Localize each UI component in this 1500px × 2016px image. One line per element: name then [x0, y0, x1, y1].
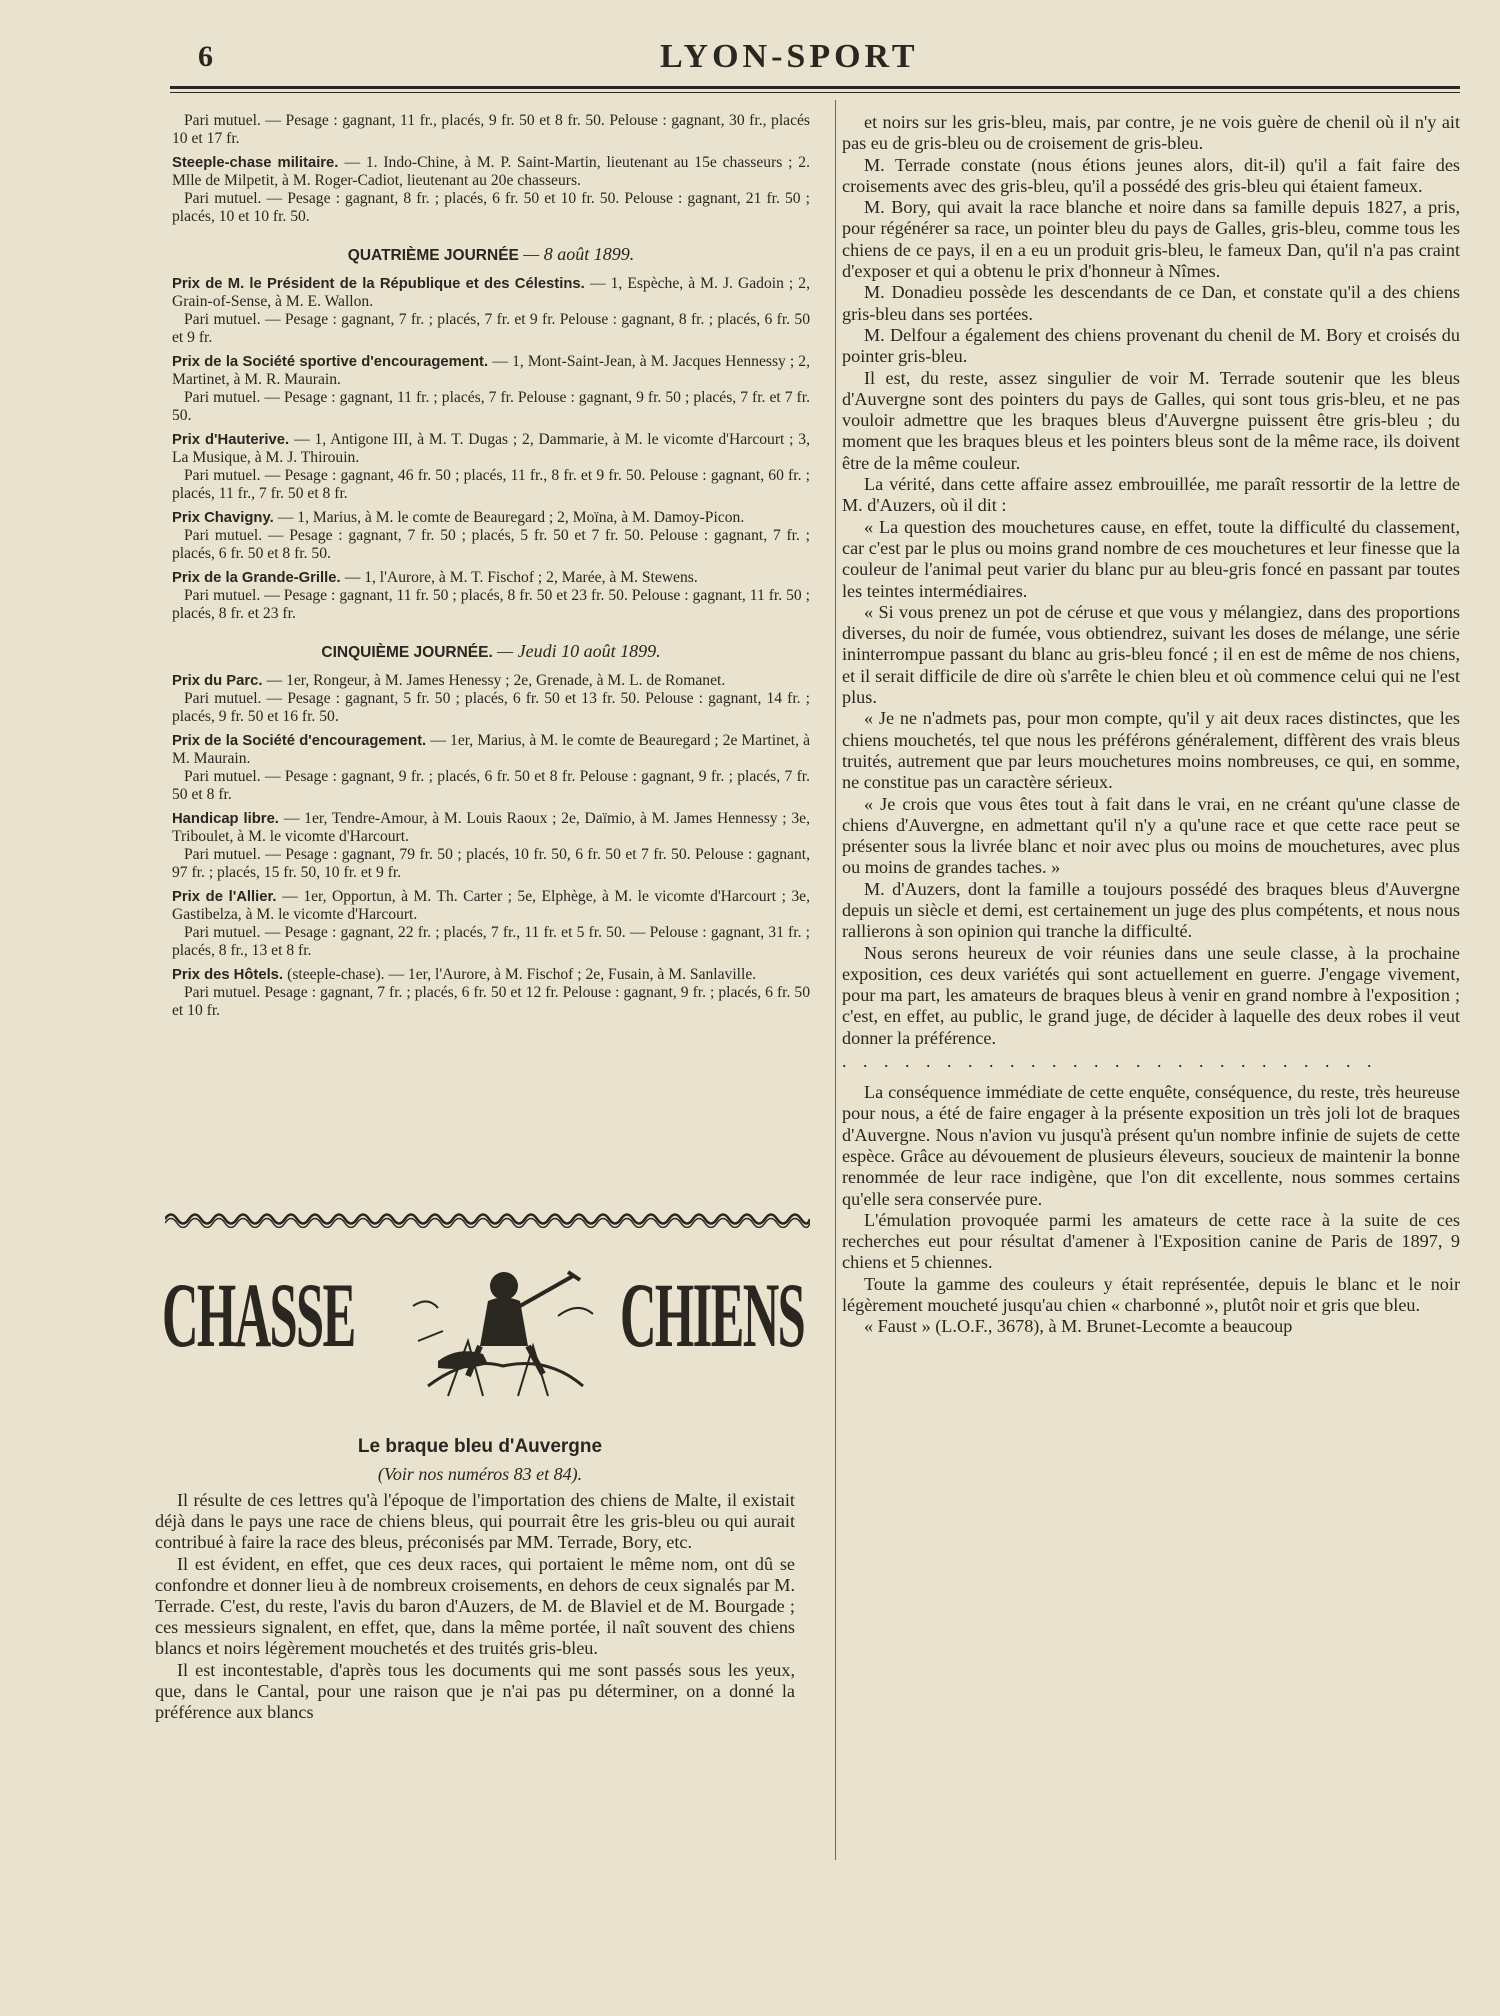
article-paragraph: Il est incontestable, d'après tous les documents qui me sont passés sous les yeux, que, dans le Cantal, pour une raison que je n'ai pas pu déterminer, on a donné la préférence aux blancs — [155, 1659, 795, 1723]
header-rule-thin — [170, 92, 1460, 93]
race-placings: — 1er, Opportun, à M. Th. Carter ; 5e, Elphège, à M. le vicomte d'Harcourt ; 3e, Gastibelza, à M. le vicomte d'Harcourt. — [172, 888, 811, 923]
race-payouts: Pari mutuel. — Pesage : gagnant, 11 fr. 50 ; placés, 8 fr. 50 et 23 fr. 50. Pelouse : gagnant, 11 fr. 50 ; placés, 8 fr. et 23 fr. — [172, 587, 810, 622]
race-placings: — 1, l'Aurore, à M. T. Fischof ; 2, Marée, à M. Stewens. — [344, 569, 698, 586]
ornamental-wave-divider — [165, 1210, 810, 1228]
race-payouts: Pari mutuel. Pesage : gagnant, 7 fr. ; placés, 6 fr. 50 et 12 fr. Pelouse : gagnant, 9 fr. ; placés, 6 fr. 50 et 10 fr. — [172, 984, 810, 1019]
race-name: Handicap libre. — [172, 811, 284, 827]
page-number: 6 — [198, 40, 213, 73]
masthead-title: LYON-SPORT — [660, 38, 919, 75]
race-name: Prix Chavigny. — [172, 510, 278, 526]
article-paragraph: M. Delfour a également des chiens provenant du chenil de M. Bory et croisés du pointer gris-bleu. — [842, 324, 1460, 367]
race-result — [172, 275, 810, 347]
race-result — [172, 569, 810, 623]
race-name: Prix du Parc. — [172, 673, 267, 689]
race-payouts: Pari mutuel. — Pesage : gagnant, 9 fr. ; placés, 6 fr. 50 et 8 fr. Pelouse : gagnant, 9 fr. ; placés, 7 fr. 50 et 8 fr. — [172, 768, 810, 803]
column-divider — [835, 100, 836, 1860]
race-name: Prix de l'Allier. — [172, 889, 283, 905]
article-title: Le braque bleu d'Auvergne — [357, 1436, 603, 1457]
race-placings: (steeple-chase). — 1er, l'Aurore, à M. Fischof ; 2e, Fusain, à M. Sanlaville. — [287, 966, 757, 983]
article-paragraph: L'émulation provoquée parmi les amateurs de cette race à la suite de ces recherches eut pour résultat d'amener à l'Exposition canine de Paris de 1897, 9 chiens et 5 chiennes. — [842, 1209, 1460, 1273]
race-payouts: Pari mutuel. — Pesage : gagnant, 7 fr. 50 ; placés, 5 fr. 50 et 7 fr. 50. Pelouse : gagnant, 7 fr. ; placés, 6 fr. 50 et 8 fr. 50. — [172, 527, 810, 562]
header-rule — [170, 86, 1460, 89]
article-paragraph: La vérité, dans cette affaire assez embrouillée, me paraît ressortir de la lettre de M. d'Auzers, où il dit : — [842, 474, 1460, 516]
ellipsis-separator: . . . . . . . . . . . . . . . . . . . . . . . . . . — [842, 1051, 1378, 1072]
race-result — [172, 672, 810, 726]
race-payouts: Pari mutuel. — Pesage : gagnant, 8 fr. ; placés, 6 fr. 50 et 10 fr. 50. Pelouse : gagnant, 21 fr. 50 ; placés, 10 et 10 fr. 50. — [172, 190, 810, 225]
article-paragraph: M. Terrade constate (nous étions jeunes alors, dit-il) qu'il a fait faire des croisements avec des gris-bleu, qu'il a possédé des gris-bleu qui étaient fameux. — [842, 154, 1460, 196]
article-subtitle: (Voir nos numéros 83 et 84). — [377, 1464, 583, 1484]
article-paragraph: « Je crois que vous êtes tout à fait dans le vrai, en ne créant qu'une classe de chiens d'Auvergne, en admettant qu'il n'y a qu'une race et que cette race peut se présenter sous la livrée blanc et noir avec plus ou moins de mouchetures, avec plus ou moins de grandes taches. » — [842, 793, 1460, 878]
race-placings: — 1, Mont-Saint-Jean, à M. Jacques Hennessy ; 2, Martinet, à M. R. Maurain. — [172, 353, 811, 388]
hunter-and-dog-illustration — [408, 1246, 598, 1411]
race-result — [172, 888, 810, 960]
article-paragraph: La conséquence immédiate de cette enquête, conséquence, du reste, très heureuse pour nous, a été de faire engager à la présente exposition un très joli lot de braques d'Auvergne. Nous n'avion vu jusqu'à présent qu'un nombre infinie de sujets de cette espèce. Grâce au dévouement de plusieurs éleveurs, soucieux de maintenir la bonne renommée de leur race indigène, que l'on dit excellente, nous sommes certains qu'elle sera conservée pure. — [842, 1082, 1460, 1209]
race-day-date: — Jeudi 10 août 1899. — [497, 641, 661, 661]
race-day-heading — [172, 641, 810, 662]
race-result — [172, 810, 810, 882]
race-placings: — 1er, Tendre-Amour, à M. Louis Raoux ; 2e, Daïmio, à M. James Hennessy ; 3e, Triboulet, à M. le vicomte d'Harcourt. — [172, 810, 810, 845]
race-result — [172, 509, 810, 563]
race-payouts: Pari mutuel. — Pesage : gagnant, 11 fr. ; placés, 7 fr. Pelouse : gagnant, 9 fr. 50 ; placés, 7 fr. et 7 fr. 50. — [172, 389, 810, 424]
article-paragraph: Il est évident, en effet, que ces deux races, qui portaient le même nom, ont dû se confondre et donner lieu à de nombreux croisements, en dehors de ceux signalés par M. Terrade. C'est, du reste, l'avis du baron d'Auzers, de M. de Blaviel et de M. Bourgade ; ces messieurs signalent, en effet, que, dans la même portée, il naît souvent des chiens blancs et noirs légèrement mouchetés et des truités gris-bleu. — [155, 1553, 795, 1659]
article-paragraph: Toute la gamme des couleurs y était représentée, depuis le blanc et le noir légèrement moucheté jusqu'au chien « charbonné », plutôt noir et gris que bleu. — [842, 1273, 1460, 1316]
race-payouts: Pari mutuel. — Pesage : gagnant, 7 fr. ; placés, 7 fr. et 9 fr. Pelouse : gagnant, 8 fr. ; placés, 6 fr. 50 et 9 fr. — [172, 311, 810, 346]
race-name: Prix de la Société sportive d'encouragement. — [172, 354, 493, 370]
article-paragraph: « Je ne n'admets pas, pour mon compte, qu'il y ait deux races distinctes, que les chiens mouchetés, tel que nous les préférons généralement, diffèrent des vrais bleus truités, autrement que par leurs mouchetures moins nombreuses, ce qui, en somme, ne constitue pas un caractère sérieux. — [842, 708, 1460, 793]
race-result — [172, 112, 810, 148]
article-paragraph: « Faust » (L.O.F., 3678), à M. Brunet-Lecomte a beaucoup — [864, 1316, 1293, 1337]
section-word-chiens: CHIENS — [620, 1264, 805, 1366]
article-paragraph: et noirs sur les gris-bleu, mais, par contre, je ne vois guère de chenil où il n'y ait pas eu de gris-bleu ou de croisement de gris-bleu. — [842, 112, 1460, 154]
race-result — [172, 353, 810, 425]
race-placings: — 1er, Marius, à M. le comte de Beauregard ; 2e Martinet, à M. Maurain. — [172, 732, 810, 767]
race-name: Prix des Hôtels. — [172, 967, 288, 983]
article-right-column — [842, 112, 1460, 1338]
race-payouts: Pari mutuel. — Pesage : gagnant, 79 fr. 50 ; placés, 10 fr. 50, 6 fr. 50 et 7 fr. 50. Pelouse : gagnant, 97 fr. ; placés, 15 fr. 50, 10 fr. et 9 fr. — [172, 846, 810, 881]
race-result — [172, 154, 810, 226]
article-paragraph: Nous serons heureux de voir réunies dans une seule classe, à la prochaine exposition, ces deux variétés qui sont actuellement en guerre. J'engage vivement, pour ma part, les amateurs de braques bleus à venir en grand nombre à l'exposition ; c'est, en effet, au public, le grand juge, de décider à laquelle des deux robes il veut donner la préférence. — [842, 942, 1460, 1048]
race-placings: — 1. Indo-Chine, à M. P. Saint-Martin, lieutenant au 15e chasseurs ; 2. Mlle de Milpetit, à M. Roger-Cadiot, lieutenant au 20e chasseurs. — [172, 154, 811, 189]
race-payouts: Pari mutuel. — Pesage : gagnant, 5 fr. 50 ; placés, 6 fr. 50 et 13 fr. 50. Pelouse : gagnant, 14 fr. ; placés, 9 fr. 50 et 16 fr. 50. — [172, 690, 810, 725]
race-payouts: Pari mutuel. — Pesage : gagnant, 11 fr., placés, 9 fr. 50 et 8 fr. 50. Pelouse : gagnant, 30 fr., placés 10 et 17 fr. — [172, 112, 810, 147]
race-placings: — 1er, Rongeur, à M. James Henessy ; 2e, Grenade, à M. L. de Romanet. — [266, 672, 726, 689]
article-paragraph: M. d'Auzers, dont la famille a toujours possédé des braques bleus d'Auvergne depuis un siècle et demi, est certainement un juge des plus compétents, et nous nous rallierons à son opinion qui tranche la difficulté. — [842, 878, 1460, 942]
race-day-label: CINQUIÈME JOURNÉE. — [321, 644, 498, 661]
race-day-label: QUATRIÈME JOURNÉE — [347, 247, 524, 264]
race-placings: — 1, Antigone III, à M. T. Dugas ; 2, Dammarie, à M. le vicomte d'Harcourt ; 3, La Musique, à M. J. Thirouin. — [172, 431, 810, 466]
article-paragraph: Il est, du reste, assez singulier de voir M. Terrade soutenir que les bleus d'Auvergne sont des pointers du pays de Galles, qui sont tous gris-bleu, et ne pas vouloir admettre que les braques bleus d'Auvergne puissent être gris-bleu ; du moment que les braques bleus et les pointers bleus sont de la même race, ils doivent être de la même couleur. — [842, 367, 1460, 473]
race-payouts: Pari mutuel. — Pesage : gagnant, 46 fr. 50 ; placés, 11 fr., 8 fr. et 9 fr. 50. Pelouse : gagnant, 60 fr. ; placés, 11 fr., 7 fr. 50 et 8 fr. — [172, 467, 810, 502]
race-payouts: Pari mutuel. — Pesage : gagnant, 22 fr. ; placés, 7 fr., 11 fr. et 5 fr. 50. — Pelouse : gagnant, 31 fr. ; placés, 8 fr., 13 et 8 fr. — [172, 924, 810, 959]
race-name: Prix d'Hauterive. — [172, 432, 295, 448]
race-result — [172, 732, 810, 804]
article-paragraph: Il résulte de ces lettres qu'à l'époque de l'importation des chiens de Malte, il existait déjà dans le pays une race de chiens bleus, qui pourrait être les gris-bleu ou qui aurait contribué à faire la race des bleus, préconisés par MM. Terrade, Bory, etc. — [155, 1490, 795, 1553]
article-paragraph: « La question des mouchetures cause, en effet, toute la difficulté du classement, car c'est par le plus ou moins grand nombre de ces mouchetures et leur finesse que la couleur de l'animal peut varier du blanc pur au bleu-gris foncé en passant par toutes les teintes intermédiaires. — [842, 516, 1460, 601]
race-result — [172, 966, 810, 1020]
race-results-column — [172, 112, 810, 1026]
race-name: Prix de la Société d'encouragement. — [172, 733, 431, 749]
article-paragraph: M. Donadieu possède les descendants de ce Dan, et constate qu'il a des chiens gris-bleu dans ses portées. — [842, 282, 1460, 324]
race-day-heading — [172, 244, 810, 265]
race-name: Steeple-chase militaire. — [172, 155, 345, 171]
article-paragraph: M. Bory, qui avait la race blanche et noire dans sa famille depuis 1827, a pris, pour régénérer sa race, un pointer bleu du pays de Galles, gris-bleu, comme tous les chiens de ce pays, il en a eu un produit gris-bleu, le fameux Dan, qu'il n'a pas craint d'exposer et qui a obtenu le prix d'honneur à Nîmes. — [842, 197, 1460, 282]
race-name: Prix de la Grande-Grille. — [172, 570, 345, 586]
section-word-chasse: CHASSE — [162, 1264, 355, 1366]
race-placings: — 1, Espèche, à M. J. Gadoin ; 2, Grain-of-Sense, à M. E. Wallon. — [172, 275, 810, 310]
race-name: Prix de M. le Président de la République et des Célestins. — [172, 276, 590, 292]
race-day-date: — 8 août 1899. — [523, 244, 635, 264]
race-result — [172, 431, 810, 503]
article-paragraph: « Si vous prenez un pot de céruse et que vous y mélangiez, dans des proportions diverses, du noir de fumée, vous obtiendrez, suivant les doses de mélange, une série ininterrompue passant du blanc au gris-bleu foncé ; il en est de même de nos chiens, et il serait difficile de dire où s'arrête le chien bleu et où commence celui qui ne l'est plus. — [842, 601, 1460, 708]
race-placings: — 1, Marius, à M. le comte de Beauregard ; 2, Moïna, à M. Damoy-Picon. — [277, 509, 745, 526]
article-left-column — [155, 1490, 795, 1723]
